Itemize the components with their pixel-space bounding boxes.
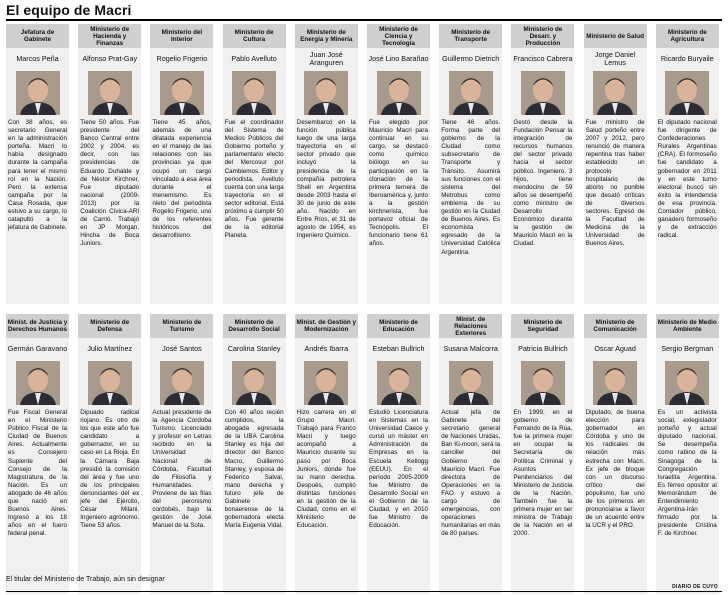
minister-photo <box>521 71 565 115</box>
minister-name: Guillermo Dietrich <box>442 54 500 63</box>
minister-card <box>439 314 502 594</box>
minister-card <box>223 314 286 594</box>
minister-name: Jorge Daniel Lemus <box>594 50 636 67</box>
bottom-rule <box>6 591 722 592</box>
minister-card <box>150 24 213 304</box>
minister-card <box>439 24 502 304</box>
ministry-title: Ministerio de Cultura <box>223 24 286 48</box>
ministry-title: Ministerio de Educación <box>367 314 430 338</box>
ministry-title: Ministerio de Salud <box>584 24 647 48</box>
minister-bio: En 1999, en el gobierno de Fernando de la Rúa, fue la primera mujer en ocupar la Secretaría de Política Criminal y Asuntos Penitenciarios del Ministerio de Justicia de la Nación. También fue la primera mujer en ser ministra de Trabajo de la Nación en el 2000. <box>513 409 573 538</box>
minister-card <box>584 24 647 304</box>
cabinet-row-1 <box>6 24 722 304</box>
minister-card <box>78 314 141 594</box>
minister-name: José Santos <box>162 344 202 353</box>
ministry-title: Minist. de Relaciones Exteriores <box>439 314 502 338</box>
minister-card <box>6 314 69 594</box>
minister-name: Oscar Aguad <box>594 344 636 353</box>
minister-bio: Gestó desde la Fundación Pensar la integración de recursos humanos del sector privado hacia el sector público. Ingeniero, 3 hijos, tiene mendocino de 59 años se desempeñó como ministro de Desarrollo Económico durante la gestión de Mauricio Macri en la Ciudad. <box>513 119 573 248</box>
minister-bio: Tiene 46 años. Forma parte del gobierno de la Ciudad como subsecretario de Transporte y Tránsito. Asumirá sus funciones con el sistema del Metrobus como emblema de su gestión en la Ciudad de Buenos Aires. Es economista egresado de la Universidad Católica Argentina. <box>441 119 501 256</box>
cabinet-grid <box>6 24 722 594</box>
minister-card <box>584 314 647 594</box>
minister-bio: Estudió Licenciatura en Sistemas en la Universidad Caece y cursó un máster en Administración de Empresas en la Escuela Kellogg (EEUU). En el período 2005-2009 fue Ministro de Desarrollo Social en el Gobierno de la Ciudad, y en 2010 fue Ministro de Educación. <box>369 409 428 530</box>
minister-name: Andrés Ibarra <box>304 344 349 353</box>
ministry-title: Ministerio de Agricultura <box>656 24 719 48</box>
minister-name: Esteban Bullrich <box>372 344 425 353</box>
minister-photo <box>377 71 421 115</box>
minister-photo <box>304 361 348 405</box>
ministry-title: Ministerio de Medio Ambiente <box>656 314 719 338</box>
minister-card <box>295 314 358 594</box>
minister-photo <box>232 71 276 115</box>
minister-card <box>656 314 719 594</box>
minister-card <box>511 24 574 304</box>
minister-photo <box>16 71 60 115</box>
ministry-title: Ministerio de Transporte <box>439 24 502 48</box>
minister-name: Francisco Cabrera <box>513 54 573 63</box>
minister-name: Rogelio Frigerio <box>156 54 208 63</box>
minister-name: Sergio Bergman <box>661 344 714 353</box>
minister-bio: Actual jefa de Gabinete del secretario general de Naciones Unidas, Ban Ki-moon, será la canciller del Gobierno de Mauricio Macri. Fue directora de Operaciones en la FAO y estuvo a cargo de emergencias, con operaciones humanitarias en más de 80 países. <box>441 409 501 538</box>
ministry-title: Ministerio de Desarr. y Producción <box>511 24 574 48</box>
minister-bio: Fue elegido por Mauricio Macri para continuar en su cargo, se destacó como químico biólogo en su participación en la clonación de la primera ternera de Iberoamérica y, junto a la gestión kirchnerista, fue portavoz oficial de Tecnópolis. El funcionario tiene 61 años. <box>369 119 428 248</box>
minister-card <box>223 24 286 304</box>
minister-name: Juan José Aranguren <box>309 50 344 67</box>
minister-card <box>511 314 574 594</box>
minister-bio: Con 38 años, es secretario General en la administración porteña. Macri lo había designado durante la campaña para tener el mismo rol en la Nación. Pero la extensa campaña por la Casa Rosada, que estuvo a su cargo, lo catapultó a la jefatura de Gabinete. <box>8 119 67 232</box>
minister-photo <box>377 361 421 405</box>
minister-bio: Diputado, de buena elección para gobernador en Córdoba y uno de los radicales de relación más estrecha con Macri. Ex jefe de bloque con un discurso crítico del populismo, fue uno de los primeros en pronunciarse a favor de un acuerdo entre la UCR y el PRO. <box>585 409 645 530</box>
ministry-title: Ministerio de Hacienda y Finanzas <box>78 24 141 48</box>
footer-note: El titular del Ministerio de Trabajo, aún sin designar <box>6 576 165 583</box>
minister-name: José Lino Barañao <box>368 54 429 63</box>
minister-photo <box>593 71 637 115</box>
minister-bio: Con 40 años recién cumplidos, la abogada egresada de la UBA Carolina Stanley es hija del director del Banco Macro, Guillermo Stanley, y esposa de Federico Salvai, mano derecha y futuro jefe de Gabinete bonaerense de la gobernadora electa María Eugenia Vidal. <box>224 409 284 530</box>
minister-card <box>656 24 719 304</box>
minister-photo <box>88 71 132 115</box>
minister-photo <box>16 361 60 405</box>
minister-card <box>78 24 141 304</box>
ministry-title: Ministerio de Energía y Minería <box>295 24 358 48</box>
ministry-title: Ministerio de Turismo <box>150 314 213 338</box>
minister-photo <box>593 361 637 405</box>
minister-bio: Tiene 50 años. Fue presidente del Banco Central entre 2002 y 2004, es decir, con las presidencias de Eduardo Duhalde y de Néstor Kirchner. Fue diputado nacional (2009-2013) por la Coalición Cívica-ARI de Carrió. Trabajó en JP Morgan. Hincha de Boca Juniors. <box>80 119 140 248</box>
minister-name: Ricardo Buryaile <box>660 54 714 63</box>
minister-name: Alfonso Prat-Gay <box>82 54 138 63</box>
minister-bio: Fue Fiscal General en el Ministerio Público Fiscal de la Ciudad de Buenos Aires. Actualmente es Consejero Suplente del Consejo de la Magistratura de la Nación. Es un abogado de 46 años que nació en Buenos Aires. Ingresó a los 18 años en el fuero federal penal. <box>8 409 67 538</box>
minister-name: Pablo Avelluto <box>231 54 277 63</box>
minister-photo <box>304 71 348 115</box>
minister-photo <box>160 361 204 405</box>
minister-photo <box>449 361 493 405</box>
ministry-title: Ministerio de Ciencia y Tecnología <box>367 24 430 48</box>
minister-bio: Actual presidente de la Agencia Córdoba Turismo. Licenciado y profesor en Letras recibido en la Universidad Nacional de Córdoba, Facultad de Filosofía y Humanidades. Proviene de las filas del peronismo cordobés, bajo la gestión de José Manuel de la Sota. <box>152 409 212 530</box>
minister-name: Germán Garavano <box>7 344 68 353</box>
publisher-credit: DIARIO DE CUYO <box>672 584 718 590</box>
minister-bio: Tiene 45 años, además de una dilatada experiencia en el manejo de las relaciones con las provincias ya que ocupó un cargo vinculado a esa área durante el menemismo. Es nieto del periodista Rogelio Frigerio, uno de los referentes históricos del desarrollismo. <box>152 119 212 240</box>
minister-photo <box>665 71 709 115</box>
minister-name: Marcos Peña <box>16 54 59 63</box>
minister-card <box>367 24 430 304</box>
ministry-title: Ministerio de Desarrollo Social <box>223 314 286 338</box>
minister-bio: Hizo carrera en el Grupo Macri. Trabajó para Franco Macri y luego acompañó a Mauricio durante su paso por Boca Juniors, donde fue su mano derecha. Después, cumplió distintas funciones en la gestión de la Ciudad, como en el Ministerio de Educación. <box>296 409 356 530</box>
minister-card <box>367 314 430 594</box>
minister-photo <box>665 361 709 405</box>
minister-card <box>295 24 358 304</box>
minister-card <box>150 314 213 594</box>
ministry-title: Ministerio de Seguridad <box>511 314 574 338</box>
minister-name: Susana Malcorra <box>443 344 498 353</box>
minister-photo <box>232 361 276 405</box>
minister-photo <box>88 361 132 405</box>
cabinet-row-2 <box>6 314 722 594</box>
ministry-title: Minist. de Justicia y Derechos Humanos <box>6 314 69 338</box>
minister-bio: Dipuado radical riojano. Es otro de los que este año fue candidato a gobernador, en su caso en La Rioja. En la Cámara Baja presidió la comisión del área y fue uno de los principales denunciantes del ex jefe del Ejército, César Milani. Ingeniero agrónomo. Tiene 53 años. <box>80 409 140 530</box>
minister-photo <box>449 71 493 115</box>
minister-photo <box>521 361 565 405</box>
minister-name: Patricia Bullrich <box>518 344 568 353</box>
ministry-title: Ministerio de Comunicación <box>584 314 647 338</box>
minister-bio: Fue el coordinador del Sistema de Medios Públicos del Gobierno porteño y parlamentario electo del Mercosur por Cambiemos. Editor y periodista, Avelluto cuenta con una larga trayectoria en el sector editorial. Está próximo a cumplir 50 años. Fue gerente de la editorial Planeta. <box>224 119 284 240</box>
ministry-title: Ministerio del Interior <box>150 24 213 48</box>
minister-name: Carolina Stanley <box>227 344 281 353</box>
minister-name: Julio Martínez <box>87 344 133 353</box>
minister-photo <box>160 71 204 115</box>
ministry-title: Minist. de Gestión y Modernización <box>295 314 358 338</box>
page-title: El equipo de Macri <box>6 2 132 18</box>
ministry-title: Ministerio de Defensa <box>78 314 141 338</box>
minister-bio: Desembarcó en la función pública luego de una larga trayectoria en el sector privado que incluyó la presidencia de la compañía petrolera Shell en Argentina desde 2003 hasta el 30 de junio de este año. Nacido en Entre Ríos, el 31 de agosto de 1954, es Ingeniero Químico. <box>296 119 356 240</box>
ministry-title: Jefatura de Gabinete <box>6 24 69 48</box>
minister-bio: El diputado nacional fue dirigente de Confederaciones Rurales Argentinas (CRA). El formoseño fue candidato a gobernador en 2011 y en este turno electoral buscó sin éxito la intendencia de esa provincia. Contador público, ganadero formoseño y de extracción radical. <box>657 119 717 240</box>
title-rule <box>6 19 722 21</box>
minister-bio: Fue ministro de Salud porteño entre 2007 y 2012, pero renunció de manera repentina tras haber establecido un protocolo hospitalario de aborto no punible que desató críticas de diversos sectores. Egresó de la Facultad de Medicina de la Universidad de Buenos Aires. <box>585 119 645 248</box>
minister-bio: Es un activista social, exlegislador porteño y actual diputado nacional. Se desempeña como rabino de la Sinagoga de la Congregación Israelita Argentina. Es férreo opositor al Memorándum de Entendimiento Argentina-Irán firmado por la presidente Cristina F. de Kirchner. <box>657 409 717 538</box>
minister-card <box>6 24 69 304</box>
